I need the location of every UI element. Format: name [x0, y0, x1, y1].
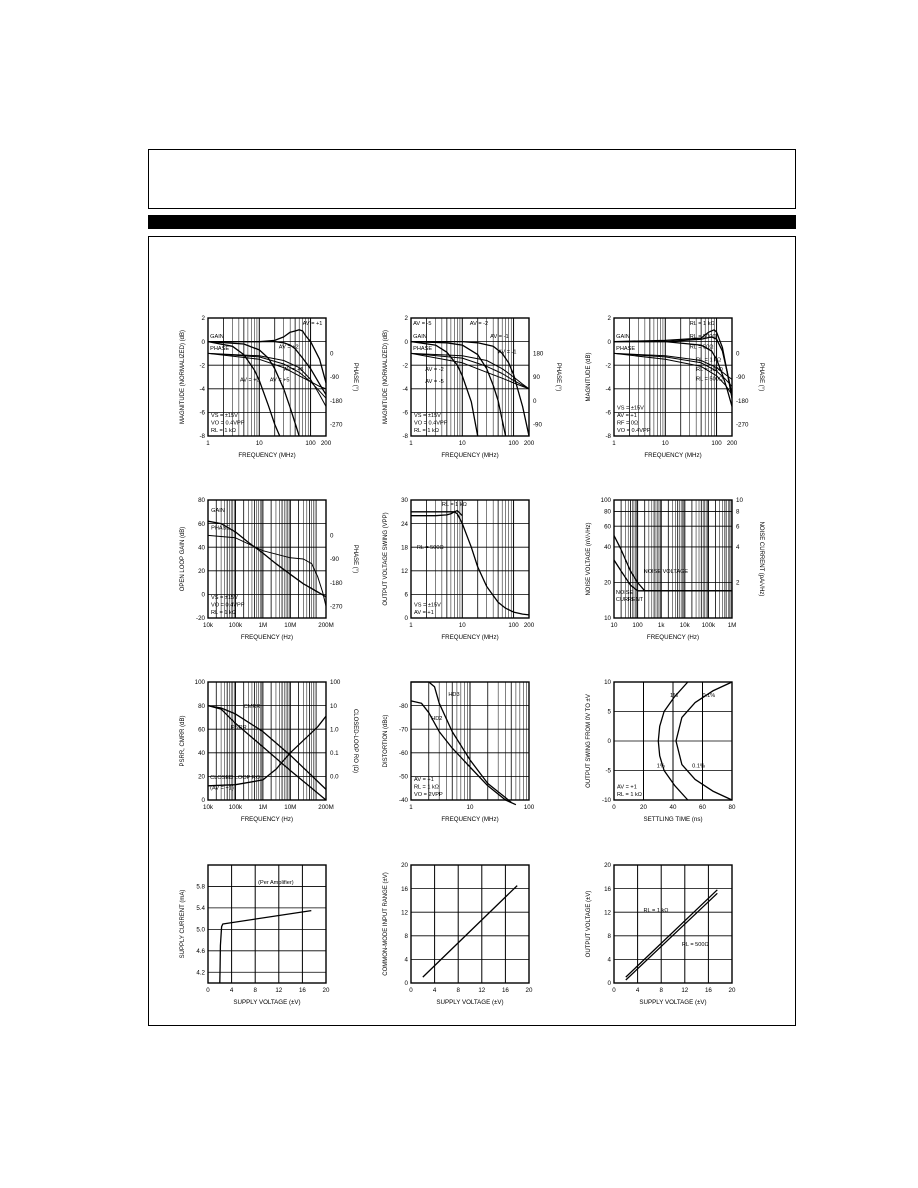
- y-tick-label: 4.6: [196, 948, 205, 956]
- x-tick-label: 10M: [284, 622, 297, 629]
- y-tick-label: 18: [401, 544, 408, 552]
- x-tick-label: 20: [728, 987, 736, 994]
- chart-4: [180, 497, 358, 641]
- condition-text: RF = 0Ω: [617, 420, 639, 427]
- x-tick-label: 80: [728, 804, 736, 811]
- chart-7: [180, 679, 358, 823]
- x-tick-label: 0: [612, 987, 616, 994]
- condition-text: VS = ±15V: [617, 405, 644, 412]
- y2-tick-label: 0.0: [330, 773, 339, 781]
- y-tick-label: 16: [401, 885, 408, 893]
- annotation: RL = 1 kΩ: [441, 501, 467, 508]
- y2-tick-label: -270: [330, 603, 343, 611]
- x-tick-label: 20: [640, 804, 647, 811]
- chart-5: [383, 497, 535, 641]
- y-tick-label: 20: [198, 773, 205, 781]
- y-tick-label: 100: [194, 679, 205, 687]
- y2-tick-label: 90: [533, 374, 540, 382]
- annotation: AV = -5: [413, 321, 432, 328]
- x-tick-label: 1M: [727, 622, 737, 629]
- chart-8: [383, 682, 535, 823]
- annotation: 1%: [670, 692, 679, 699]
- y-tick-label: 20: [198, 568, 205, 575]
- y2-tick-label: 2: [736, 579, 740, 587]
- y2-tick-label: 0: [330, 532, 334, 540]
- condition-text: RL = 1 kΩ: [617, 792, 642, 798]
- y-axis-label: MAGNITUDE (dB): [586, 352, 592, 402]
- y-tick-label: 40: [198, 750, 205, 757]
- x-tick-label: 200: [320, 440, 332, 447]
- annotation: AV = +2: [278, 344, 299, 351]
- y-tick-label: -4: [199, 386, 205, 393]
- x-tick-label: 10k: [203, 622, 213, 629]
- annotation: AV = -1: [498, 349, 517, 356]
- y-tick-label: 4: [404, 956, 408, 964]
- y-tick-label: -8: [605, 433, 611, 441]
- annotation: AV = -1: [490, 334, 509, 341]
- y2-tick-label: 6: [736, 523, 740, 531]
- y2-tick-label: -180: [736, 397, 749, 405]
- annotation: AV = +5: [283, 367, 304, 374]
- annotation: RL = 1 kΩ: [696, 357, 722, 364]
- chart-12: [586, 862, 736, 1006]
- annotation: PSRR: [231, 725, 247, 732]
- annotation: RL = 500Ω: [416, 545, 444, 552]
- y2-tick-label: -90: [533, 421, 542, 429]
- y-tick-label: -6: [605, 409, 611, 417]
- y2-axis-label: PHASE (°): [352, 362, 358, 392]
- plot-area: [411, 865, 529, 983]
- x-axis-label: FREQUENCY (MHz): [441, 634, 499, 641]
- annotation: NOISE VOLTAGE: [643, 569, 689, 576]
- x-tick-label: 1k: [657, 622, 665, 629]
- y-tick-label: 0: [607, 738, 611, 746]
- annotation: AV = -5: [425, 378, 444, 385]
- y-tick-label: 4.2: [196, 969, 205, 977]
- annotation: RL = 1 kΩ: [643, 908, 669, 915]
- y-axis-label: MAGNITUDE (NORMALIZED) (dB): [383, 329, 389, 425]
- y-tick-label: 2: [404, 315, 408, 323]
- x-tick-label: 100: [523, 804, 535, 811]
- x-axis-label: FREQUENCY (MHz): [238, 452, 296, 459]
- annotation: AV = +1: [302, 321, 323, 328]
- y-tick-label: -70: [399, 726, 408, 734]
- y-tick-label: -4: [605, 386, 611, 393]
- x-tick-label: 1: [409, 622, 413, 629]
- x-axis-label: FREQUENCY (Hz): [240, 634, 294, 641]
- y-tick-label: 5: [607, 708, 611, 716]
- series-line-1: [626, 890, 718, 977]
- x-tick-label: 10: [466, 804, 474, 811]
- x-tick-label: 8: [253, 987, 257, 994]
- y-tick-label: 40: [198, 544, 205, 552]
- condition-text: VS = ±15V: [414, 602, 441, 609]
- y2-tick-label: 180: [533, 350, 544, 358]
- y-tick-label: -40: [399, 797, 408, 805]
- y2-tick-label: -90: [736, 374, 745, 382]
- x-tick-label: 10: [458, 622, 466, 629]
- x-axis-label: SUPPLY VOLTAGE (±V): [233, 999, 301, 1006]
- y-tick-label: 0: [404, 615, 408, 623]
- y-tick-label: -5: [605, 767, 611, 775]
- annotation: RL = 100Ω: [696, 367, 723, 374]
- x-tick-label: 1: [409, 440, 413, 447]
- series-line-1: [423, 886, 517, 978]
- x-axis-label: SETTLING TIME (ns): [643, 816, 703, 823]
- x-axis-label: SUPPLY VOLTAGE (±V): [639, 999, 707, 1006]
- plot-area: [614, 865, 732, 983]
- y-tick-label: 4: [607, 956, 611, 964]
- annotation: 0.1%: [692, 763, 705, 770]
- annotation: NOISE: [615, 589, 634, 596]
- annotation: PHASE: [211, 525, 231, 532]
- condition-text: RL = 1 kΩ: [414, 428, 439, 434]
- y-axis-label: OPEN LOOP GAIN (dB): [180, 526, 186, 592]
- y2-tick-label: -270: [736, 421, 749, 429]
- x-tick-label: 4: [635, 987, 640, 994]
- y2-tick-label: 4: [736, 544, 740, 552]
- x-tick-label: 20: [525, 987, 533, 994]
- y-axis-label: NOISE VOLTAGE (nV/√Hz): [586, 522, 592, 596]
- y2-tick-label: 100: [330, 679, 341, 687]
- y2-tick-label: -90: [330, 374, 339, 382]
- x-tick-label: 10k: [203, 804, 213, 811]
- y2-tick-label: 10: [736, 497, 743, 505]
- x-tick-label: 12: [275, 987, 283, 994]
- y-tick-label: 30: [401, 497, 408, 505]
- y-tick-label: -2: [605, 362, 611, 370]
- condition-text: AV = +1: [617, 413, 637, 419]
- y-tick-label: 40: [604, 544, 611, 552]
- x-tick-label: 0: [206, 987, 210, 994]
- condition-text: VO = 0.4VPP: [211, 602, 245, 609]
- x-tick-label: 10: [458, 440, 466, 447]
- series-line-2: [614, 560, 732, 591]
- y2-tick-label: -180: [330, 397, 343, 405]
- x-tick-label: 100: [508, 440, 519, 447]
- y2-tick-label: 0: [330, 350, 334, 358]
- chart-1: [180, 315, 358, 459]
- x-tick-label: 20: [322, 987, 330, 994]
- x-tick-label: 200: [726, 440, 738, 447]
- annotation: RL = 1 kΩ: [689, 321, 715, 328]
- y-tick-label: 80: [198, 497, 205, 505]
- y2-tick-label: -90: [330, 556, 339, 564]
- x-tick-label: 200: [523, 440, 535, 447]
- y-tick-label: 20: [604, 579, 611, 587]
- y-tick-label: 12: [604, 909, 611, 917]
- y-tick-label: 8: [404, 933, 408, 940]
- y-tick-label: -60: [399, 750, 408, 757]
- annotation: AV = +3: [239, 377, 260, 384]
- annotation: AV = -2: [469, 321, 489, 328]
- y-tick-label: 60: [604, 523, 611, 531]
- y-tick-label: 0: [201, 591, 205, 599]
- x-tick-label: 100: [305, 440, 316, 447]
- y-axis-label: DISTORTION (dBc): [383, 714, 389, 768]
- y2-tick-label: 0: [736, 350, 740, 358]
- y-tick-label: -80: [399, 702, 408, 710]
- x-tick-label: 12: [681, 987, 689, 994]
- annotation: RL = 500Ω: [696, 376, 723, 383]
- condition-text: RL = 1 kΩ: [211, 428, 236, 434]
- x-tick-label: 1: [409, 804, 413, 811]
- x-tick-label: 100k: [701, 622, 716, 629]
- y-axis-label: OUTPUT VOLTAGE SWING (VPP): [383, 512, 389, 606]
- condition-text: AV = +1: [617, 784, 637, 791]
- annotation: AV = +5: [269, 377, 290, 384]
- annotation: PHASE: [413, 345, 433, 352]
- y2-tick-label: -180: [330, 579, 343, 587]
- plot-area: [208, 682, 326, 800]
- y-tick-label: 5.8: [196, 883, 205, 891]
- y-tick-label: -50: [399, 773, 408, 781]
- y-tick-label: 6: [404, 591, 408, 599]
- chart-10: [180, 865, 330, 1006]
- x-tick-label: 10: [610, 622, 618, 629]
- y-tick-label: -4: [402, 386, 408, 393]
- y-tick-label: 0: [201, 338, 205, 346]
- x-tick-label: 10: [255, 440, 263, 447]
- x-tick-label: 200M: [318, 804, 334, 811]
- condition-text: AV = +1: [414, 610, 434, 616]
- chart-11: [383, 862, 533, 1006]
- condition-text: RL = 1 kΩ: [414, 784, 439, 791]
- x-tick-label: 200: [523, 622, 535, 629]
- y-tick-label: 20: [604, 862, 611, 870]
- y-tick-label: 8: [607, 933, 611, 940]
- y-tick-label: -8: [402, 433, 408, 441]
- x-tick-label: 1M: [258, 622, 268, 629]
- x-tick-label: 100: [508, 622, 519, 629]
- x-tick-label: 1: [206, 440, 210, 447]
- condition-text: AV = +1: [414, 777, 434, 783]
- condition-text: VS = ±15V: [211, 413, 238, 419]
- y2-axis-label: NOISE CURRENT (pA/√Hz): [758, 521, 764, 597]
- y-tick-label: -2: [402, 362, 408, 370]
- y-tick-label: 80: [198, 702, 205, 710]
- condition-text: VO = 0.4VPP: [617, 428, 651, 434]
- chart-9: [586, 679, 736, 823]
- y-tick-label: 0: [404, 980, 408, 988]
- x-tick-label: 12: [478, 987, 486, 994]
- x-tick-label: 8: [456, 987, 460, 994]
- annotation: RL = 50Ω: [689, 344, 714, 351]
- y-tick-label: -20: [196, 615, 205, 623]
- x-axis-label: FREQUENCY (MHz): [441, 452, 499, 459]
- y-tick-label: 100: [600, 497, 611, 505]
- y-tick-label: 24: [401, 520, 408, 528]
- y-tick-label: -6: [402, 409, 408, 417]
- annotation: PHASE: [616, 345, 636, 352]
- x-tick-label: 60: [699, 804, 706, 811]
- x-tick-label: 1: [612, 440, 616, 447]
- y-tick-label: 16: [604, 885, 611, 893]
- y2-axis-label: PHASE (°): [758, 362, 764, 392]
- y-axis-label: OUTPUT SWING FROM 0V TO ±V: [586, 694, 592, 788]
- x-tick-label: 0: [612, 804, 616, 811]
- condition-text: VS = ±15V: [414, 413, 441, 419]
- annotation: RL = 500Ω: [689, 334, 717, 341]
- x-tick-label: 100k: [228, 804, 243, 811]
- annotation: 1%: [656, 763, 665, 770]
- series-line-2: [626, 893, 718, 980]
- y-tick-label: 0: [607, 338, 611, 346]
- y2-axis-label: CLOSED-LOOP RO (Ω): [352, 708, 358, 774]
- condition-text: VO = 0.4VPP: [414, 420, 448, 427]
- y-tick-label: 2: [607, 315, 611, 323]
- annotation: PHASE: [210, 345, 230, 352]
- annotation: CURRENT: [615, 596, 644, 603]
- annotation: HD2: [431, 715, 443, 722]
- y-tick-label: 0: [404, 338, 408, 346]
- y2-axis-label: PHASE (°): [555, 362, 561, 392]
- annotation: GAIN: [616, 334, 630, 341]
- y-tick-label: -6: [199, 409, 205, 417]
- y-tick-label: 0: [607, 980, 611, 988]
- y-axis-label: COMMON-MODE INPUT RANGE (±V): [383, 872, 389, 976]
- y-axis-label: PSRR, CMRR (dB): [180, 715, 186, 767]
- y-tick-label: 10: [604, 679, 611, 687]
- x-tick-label: 16: [704, 987, 712, 994]
- x-tick-label: 200M: [318, 622, 334, 629]
- annotation: CLOSED LOOP RO: [210, 774, 261, 781]
- series-line-1: [208, 521, 326, 597]
- x-tick-label: 4: [229, 987, 234, 994]
- annotation: GAIN: [413, 334, 427, 341]
- y-axis-label: MAGNITUDE (NORMALIZED) (dB): [180, 329, 186, 425]
- x-tick-label: 16: [501, 987, 509, 994]
- x-tick-label: 0: [409, 987, 413, 994]
- y-axis-label: OUTPUT VOLTAGE (±V): [586, 890, 592, 958]
- annotation: CMRR: [243, 703, 261, 710]
- x-tick-label: 4: [432, 987, 437, 994]
- y-tick-label: 2: [201, 315, 205, 323]
- chart-6: [585, 497, 765, 641]
- x-tick-label: 16: [298, 987, 306, 994]
- x-axis-label: SUPPLY VOLTAGE (±V): [436, 999, 504, 1006]
- chart-3: [586, 315, 764, 459]
- x-tick-label: 10M: [284, 804, 297, 811]
- y-tick-label: 80: [604, 508, 611, 516]
- x-tick-label: 8: [659, 987, 663, 994]
- y-tick-label: -2: [199, 362, 205, 370]
- y-tick-label: 10: [604, 615, 611, 623]
- condition-text: RL = 1 kΩ: [211, 610, 236, 616]
- x-tick-label: 100: [632, 622, 643, 629]
- y2-tick-label: 1.0: [330, 726, 339, 734]
- x-axis-label: FREQUENCY (Hz): [646, 634, 700, 641]
- x-tick-label: 100: [711, 440, 722, 447]
- annotation: AV = -2: [425, 367, 444, 374]
- x-axis-label: FREQUENCY (MHz): [644, 452, 702, 459]
- y-tick-label: 12: [401, 568, 408, 575]
- annotation: GAIN: [210, 334, 224, 341]
- y2-tick-label: 8: [736, 508, 740, 516]
- y-tick-label: 20: [401, 862, 408, 870]
- y-tick-label: 12: [401, 909, 408, 917]
- annotation: GAIN: [211, 507, 225, 514]
- y-tick-label: 60: [198, 726, 205, 734]
- x-tick-label: 1M: [258, 804, 268, 811]
- y2-tick-label: 10: [330, 702, 337, 710]
- y-tick-label: 60: [198, 520, 205, 528]
- y-tick-label: 0: [201, 797, 205, 805]
- annotation: RL = 500Ω: [681, 941, 709, 948]
- y2-axis-label: PHASE (°): [352, 544, 358, 574]
- condition-text: VS = ±15V: [211, 595, 238, 601]
- annotation: (Per Amplifier): [258, 879, 294, 886]
- x-tick-label: 10: [661, 440, 669, 447]
- condition-text: VO = 2VPP: [414, 792, 443, 798]
- y-tick-label: 5.0: [196, 926, 205, 934]
- y2-tick-label: 0: [533, 397, 537, 405]
- chart-2: [383, 315, 561, 459]
- y-tick-label: -8: [199, 433, 205, 441]
- y2-tick-label: -270: [330, 421, 343, 429]
- annotation: (AV = +1): [210, 785, 234, 792]
- annotation: 0.1%: [702, 692, 716, 699]
- annotation: HD3: [448, 692, 460, 699]
- y2-tick-label: 0.1: [330, 750, 339, 757]
- y-axis-label: SUPPLY CURRENT (mA): [180, 889, 186, 959]
- x-axis-label: FREQUENCY (MHz): [441, 816, 499, 823]
- x-tick-label: 10k: [679, 622, 690, 629]
- x-tick-label: 40: [669, 804, 677, 811]
- x-tick-label: 100k: [228, 622, 243, 629]
- x-axis-label: FREQUENCY (Hz): [240, 816, 294, 823]
- y-tick-label: -10: [602, 797, 611, 805]
- y-tick-label: 5.4: [196, 905, 205, 913]
- condition-text: VO = 0.4VPP: [211, 420, 245, 427]
